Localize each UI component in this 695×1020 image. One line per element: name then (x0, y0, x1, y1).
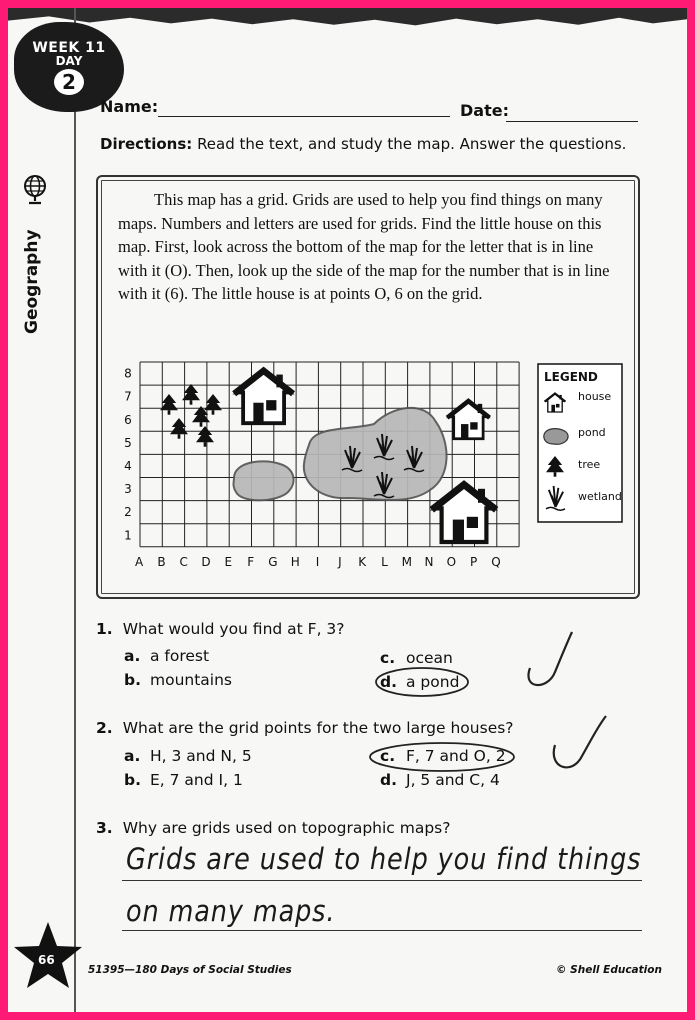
column-label: M (401, 554, 412, 569)
question-number: 1. (96, 620, 113, 638)
day-label: DAY (55, 54, 83, 68)
date-label: Date: (460, 101, 509, 120)
column-label: O (446, 554, 457, 569)
column-label: L (381, 554, 388, 569)
legend-item-label: wetland (578, 490, 622, 503)
option-1c[interactable]: c. ocean (380, 649, 453, 667)
option-1b[interactable]: b. mountains (124, 671, 233, 689)
option-1d[interactable]: d. a pond (380, 673, 460, 691)
column-label: D (201, 554, 211, 569)
column-label: E (224, 554, 233, 569)
directions-text: Read the text, and study the map. Answer the questions. (197, 135, 627, 153)
circled-answer-icon (376, 668, 468, 696)
question-number: 2. (96, 719, 113, 737)
column-label: I (315, 554, 320, 569)
column-label: J (338, 554, 342, 569)
row-label: 1 (124, 528, 132, 543)
checkmark-icon (528, 632, 572, 685)
option-2d[interactable]: d. J, 5 and C, 4 (380, 771, 500, 789)
row-label: 7 (124, 389, 132, 404)
column-label: A (135, 554, 144, 569)
week-label: WEEK 11 (32, 40, 106, 56)
row-label: 4 (124, 458, 132, 473)
handwritten-answer-line-2: on many maps. (126, 894, 336, 928)
passage-text: This map has a grid. Grids are used to help you find things on many maps. Numbers and letters are used for grids. Find the little house on this map. First, look across the bottom of the map for the letter that is in line with it (O). Then, look up the side of the map for the number that is in line with it (6). The little house is at points O, 6 on the grid. (118, 190, 610, 303)
row-label: 8 (124, 366, 132, 381)
option-2b[interactable]: b. E, 7 and I, 1 (124, 771, 243, 789)
column-label: K (358, 554, 367, 569)
column-label: G (268, 554, 278, 569)
column-label: F (247, 554, 255, 569)
row-label: 2 (124, 505, 132, 520)
row-label: 6 (124, 412, 132, 427)
circled-answer-icon (370, 743, 514, 771)
row-label: 5 (124, 435, 132, 450)
page-number: 66 (38, 953, 55, 967)
footer-publisher: © Shell Education (556, 964, 662, 976)
name-label: Name: (100, 97, 159, 116)
column-label: Q (491, 554, 501, 569)
row-label: 3 (124, 482, 132, 497)
column-label: P (470, 554, 478, 569)
option-2c[interactable]: c. F, 7 and O, 2 (380, 747, 506, 765)
option-1a[interactable]: a. a forest (124, 647, 210, 665)
column-label: N (424, 554, 434, 569)
legend-item-label: pond (578, 426, 606, 439)
column-label: B (157, 554, 166, 569)
legend-item-label: house (578, 390, 612, 403)
legend-title: LEGEND (544, 370, 598, 384)
column-label: C (179, 554, 188, 569)
column-label: H (290, 554, 300, 569)
day-number: 2 (54, 69, 84, 95)
question-text: What are the grid points for the two large houses? (122, 719, 514, 737)
legend-item-label: tree (578, 458, 601, 471)
question-number: 3. (96, 819, 113, 837)
option-2a[interactable]: a. H, 3 and N, 5 (124, 747, 252, 765)
question-text: Why are grids used on topographic maps? (122, 819, 451, 837)
checkmark-icon (554, 716, 606, 767)
footer-book-title: 51395—180 Days of Social Studies (88, 964, 292, 976)
question-text: What would you find at F, 3? (122, 620, 345, 638)
directions-heading: Directions: (100, 135, 193, 153)
handwritten-answer-line-1: Grids are used to help you find things (126, 842, 642, 876)
